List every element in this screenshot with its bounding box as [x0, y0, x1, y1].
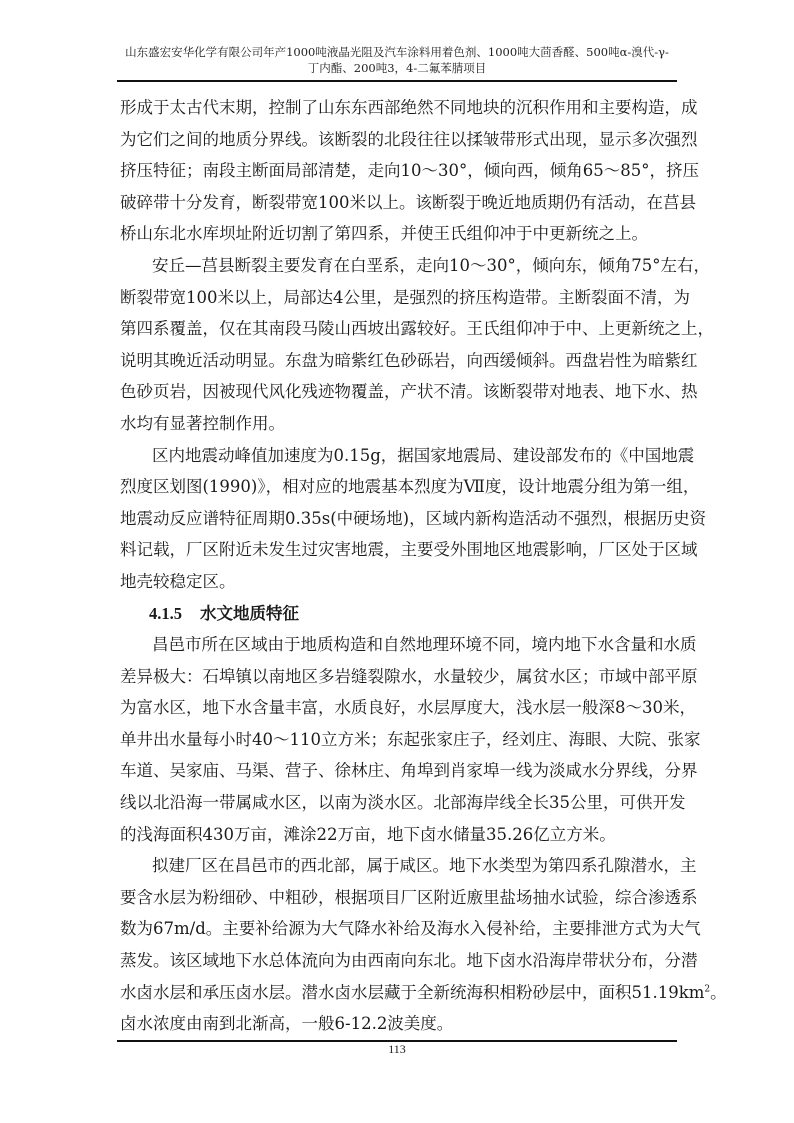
- text-line: 线以北沿海一带属咸水区，以南为淡水区。北部海岸线全长35公里，可供开发: [120, 793, 686, 813]
- paragraph-groundwater: [120, 850, 727, 1040]
- text-line: 车道、吴家庙、马渠、营子、徐林庄、角埠到肖家埠一线为淡咸水分界线，分界: [120, 761, 698, 781]
- superscript: 2: [704, 984, 711, 995]
- text-line: 拟建厂区在昌邑市的西北部，属于咸区。地下水类型为第四系孔隙潜水，主: [152, 856, 697, 876]
- text-line: [120, 977, 727, 1009]
- text-run: 。: [710, 982, 727, 1002]
- text-line: 卤水浓度由南到北渐高，一般6-12.2波美度。: [120, 1014, 454, 1034]
- page-number: 113: [388, 1042, 406, 1056]
- text-line: 蒸发。该区域地下水总体流向为由西南向东北。地下卤水沿海岸带状分布，分潜: [120, 951, 698, 971]
- text-line: 形成于太古代末期，控制了山东东西部绝然不同地块的沉积作用和主要构造，成: [120, 98, 698, 117]
- paragraph-fault-description: [120, 92, 699, 250]
- text-line: 说明其晚近活动明显。东盘为暗紫红色砂砾岩，向西缓倾斜。西盘岩性为暗紫红: [120, 350, 698, 370]
- running-header: [117, 44, 677, 76]
- text-line: 挤压特征；南段主断面局部清楚，走向10～30°，倾向西，倾角65～85°，挤压: [120, 161, 699, 181]
- text-line: 安丘—莒县断裂主要发育在白垩系，走向10～30°，倾向东，倾角75°左右，: [152, 255, 710, 275]
- text-line: 水均有显著控制作用。: [120, 413, 285, 433]
- text-line: 断裂带宽100米以上，局部达4公里，是强烈的挤压构造带。主断裂面不清，为: [120, 287, 690, 307]
- header-title-line-2: 丁内酯、200吨3，4-二氟苯腈项目: [307, 61, 487, 75]
- section-number: 4.1.5: [149, 603, 182, 623]
- header-divider: [117, 80, 677, 82]
- text-line: 的浅海面积430万亩，滩涂22万亩，地下卤水储量35.26亿立方米。: [120, 824, 616, 844]
- text-line: 地震动反应谱特征周期0.35s(中硬场地)，区域内新构造活动不强烈，根据历史资: [120, 508, 707, 528]
- paragraph-anqiu-juxian-fault: [120, 250, 714, 440]
- text-line: 为富水区，地下水含量丰富，水质良好，水层厚度大，浅水层一般深8～30米，: [120, 698, 696, 718]
- text-run: 水卤水层和承压卤水层。潜水卤水层藏于全新统海积相粉砂层中，面积51.19km: [120, 982, 705, 1002]
- text-line: 烈度区划图(1990)》，相对应的地震基本烈度为Ⅶ度，设计地震分组为第一组，: [120, 477, 700, 497]
- text-line: 第四系覆盖，仅在其南段马陵山西坡出露较好。王氏组仰冲于中、上更新统之上，: [120, 319, 714, 339]
- text-line: 要含水层为粉细砂、中粗砂，根据项目厂区附近廒里盐场抽水试验，综合渗透系: [120, 887, 698, 907]
- section-heading: [120, 598, 674, 630]
- text-line: 差异极大：石埠镇以南地区多岩缝裂隙水，水量较少，属贫水区；市域中部平原: [120, 666, 698, 686]
- text-line: 区内地震动峰值加速度为0.15g，据国家地震局、建设部发布的《中国地震: [152, 445, 695, 465]
- paragraph-seismic: [120, 440, 707, 598]
- text-line: 色砂页岩，因被现代风化残迹物覆盖，产状不清。该断裂带对地表、地下水、热: [120, 382, 698, 402]
- text-line: 破碎带十分发育，断裂带宽100米以上。该断裂于晚近地质期仍有活动，在莒县: [120, 192, 696, 212]
- text-line: 料记载，厂区附近未发生过灾害地震，主要受外围地区地震影响，厂区处于区域: [120, 540, 698, 560]
- header-title-line-1: 山东盛宏安华化学有限公司年产1000吨液晶光阻及汽车涂料用着色剂、1000吨大茴香醛、500吨α-溴代-γ-: [125, 45, 669, 59]
- text-line: 昌邑市所在区域由于地质构造和自然地理环境不同，境内地下水含量和水质: [152, 635, 697, 655]
- section-title: 水文地质特征: [200, 603, 299, 623]
- text-line: 地壳较稳定区。: [120, 571, 236, 591]
- paragraph-hydrogeology: [120, 629, 701, 850]
- text-line: 数为67m/d。主要补给源为大气降水补给及海水入侵补给，主要排泄方式为大气: [120, 919, 701, 939]
- document-body: [120, 92, 727, 1040]
- text-line: 为它们之间的地质分界线。该断裂的北段往往以揉皱带形式出现，显示多次强烈: [120, 129, 698, 149]
- text-line: 桥山东北水库坝址附近切割了第四系，并使王氏组仰冲于中更新统之上。: [120, 224, 648, 244]
- text-line: 单井出水量每小时40～110立方米；东起张家庄子，经刘庄、海眼、大院、张家: [120, 729, 701, 749]
